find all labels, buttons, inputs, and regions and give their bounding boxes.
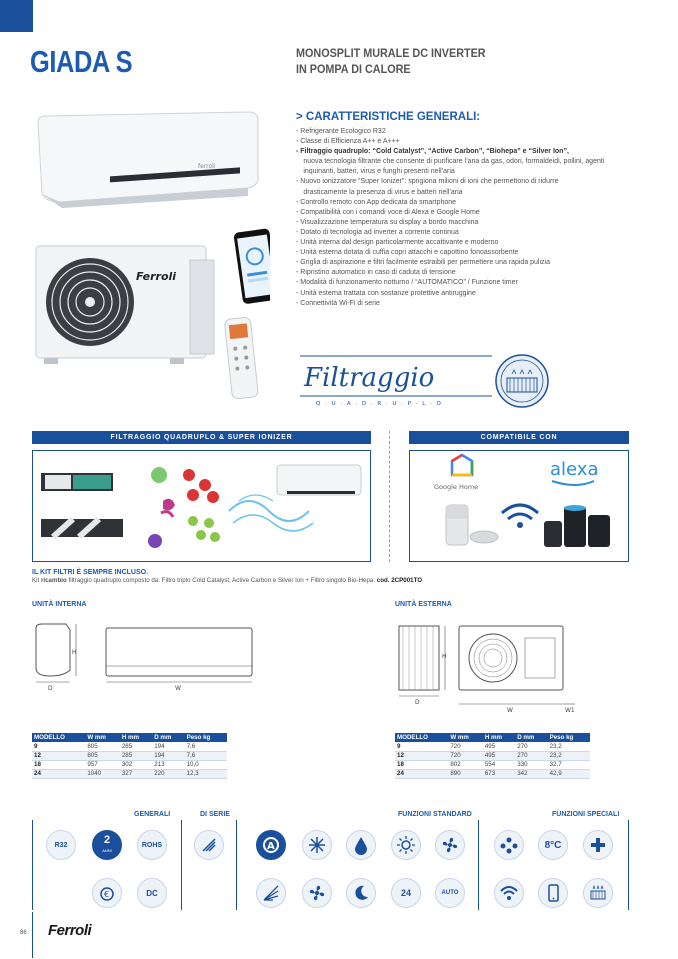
- icons-frame-right: [628, 820, 629, 910]
- table-cell: 805: [85, 742, 119, 751]
- table-row: [395, 742, 590, 751]
- table-cell: 220: [152, 769, 184, 778]
- table-row: [395, 751, 590, 760]
- column-header: D mm: [152, 733, 184, 742]
- warranty-icon: 2 ANNI: [92, 830, 122, 860]
- column-header: W mm: [448, 733, 482, 742]
- remote-control-image: [224, 317, 258, 399]
- section-divider: [389, 431, 390, 562]
- column-header: H mm: [483, 733, 515, 742]
- filter-kit-icon: [194, 830, 224, 860]
- icons-label-di-serie: DI SERIE: [200, 811, 230, 818]
- table-cell: 890: [448, 769, 482, 778]
- filter-panel: [32, 450, 371, 562]
- feature-item: - Unità esterna trattata con sostanze protettive antiruggine: [296, 287, 476, 297]
- icons-label-generali: GENERALI: [134, 811, 171, 818]
- quad-filter-icon: [583, 878, 613, 908]
- subtitle-line-1: MONOSPLIT MURALE DC INVERTER: [296, 46, 486, 60]
- kit-description: Kit ricambio filtraggio quadruplo composto da: Filtro triplo Cold Catalyst, Active Carbon e Silver Ion + Filtro singolo Bio-Hepa: cod. 2CP001TO: [32, 577, 423, 584]
- table-cell: 342: [515, 769, 547, 778]
- smartphone-app-icon: [538, 878, 568, 908]
- feature-item: - Unità esterna dotata di cuffia copri attacchi e capottino fonoassorbente: [296, 247, 519, 257]
- table-cell: 720: [448, 742, 482, 751]
- table-cell: 1040: [85, 769, 119, 778]
- outdoor-dimension-drawing: [395, 620, 635, 720]
- table-cell: 7,6: [185, 742, 227, 751]
- table-cell: 673: [483, 769, 515, 778]
- svg-text:W: W: [175, 685, 181, 692]
- internal-spec-table: [32, 733, 227, 779]
- feature-item: - Ripristino automatico in caso di caduta di tensione: [296, 267, 456, 277]
- fan-icon: [435, 830, 465, 860]
- table-cell: 213: [152, 760, 184, 769]
- dc-inverter-icon: DC: [137, 878, 167, 908]
- wifi-icon: [502, 505, 538, 528]
- svg-text:A: A: [267, 841, 275, 852]
- timer-icon: 24: [391, 878, 421, 908]
- feature-item: inquinanti, batteri, virus e funghi presenti nell’aria: [303, 166, 455, 176]
- table-row: [395, 769, 590, 778]
- table-cell: 42,9: [548, 769, 590, 778]
- kit-title: IL KIT FILTRI È SEMPRE INCLUSO.: [32, 569, 149, 576]
- feature-item: drasticamente la presenza di virus e batteri nell’aria: [303, 186, 463, 196]
- corner-tab: [0, 0, 33, 32]
- smartphone-image: [233, 228, 270, 304]
- feature-item: - Modalità di funzionamento notturno / “AUTOMATICO” / Funzione timer: [296, 277, 518, 287]
- filtraggio-logo: [296, 352, 554, 410]
- google-home-label: Google Home: [434, 483, 479, 491]
- table-cell: 554: [483, 760, 515, 769]
- footer-line: [32, 912, 33, 958]
- table-cell: 495: [483, 742, 515, 751]
- column-header: MODELLO: [395, 733, 448, 742]
- echo-speakers-image: [544, 505, 610, 547]
- column-header: Peso kg: [548, 733, 590, 742]
- page-number: 86: [20, 930, 27, 936]
- table-cell: 12: [395, 751, 448, 760]
- plus-icon: [583, 830, 613, 860]
- feature-item: - Classe di Efficienza A++ e A+++: [296, 136, 400, 146]
- feature-item: - Filtraggio quadruplo: “Cold Catalyst”, “Active Carbon”, “Biohepa” e “Silver Ion”,: [296, 146, 569, 156]
- product-illustration: [30, 110, 270, 400]
- indoor-unit-image: [38, 112, 258, 208]
- swing-icon: [256, 878, 286, 908]
- svg-text:H: H: [72, 649, 77, 656]
- table-row: [395, 760, 590, 769]
- table-cell: 194: [152, 751, 184, 760]
- dry-mode-icon: [346, 830, 376, 860]
- column-header: H mm: [120, 733, 152, 742]
- table-cell: 32,7: [548, 760, 590, 769]
- compat-panel: [409, 450, 629, 562]
- svg-text:D: D: [48, 685, 53, 692]
- table-row: [32, 751, 227, 760]
- svg-text:ferroli: ferroli: [198, 163, 216, 170]
- table-cell: 957: [85, 760, 119, 769]
- column-header: D mm: [515, 733, 547, 742]
- svg-text:W: W: [507, 707, 513, 714]
- filter-section-title: FILTRAGGIO QUADRUPLO & SUPER IONIZER: [32, 431, 371, 444]
- external-spec-table: [395, 733, 590, 779]
- table-cell: 330: [515, 760, 547, 769]
- table-cell: 805: [85, 751, 119, 760]
- fan-speed-icon: [302, 878, 332, 908]
- auto-restart-icon: AUTO: [435, 878, 465, 908]
- feature-item: - Refrigerante Ecologico R32: [296, 126, 386, 135]
- icons-label-standard: FUNZIONI STANDARD: [398, 811, 472, 818]
- subtitle-line-2: IN POMPA DI CALORE: [296, 62, 411, 76]
- table-cell: 495: [483, 751, 515, 760]
- table-cell: 720: [448, 751, 482, 760]
- table-cell: 270: [515, 751, 547, 760]
- table-cell: 23,2: [548, 742, 590, 751]
- table-cell: 327: [120, 769, 152, 778]
- svg-text:W1: W1: [565, 707, 575, 714]
- feature-item: - Compatibilità con i comandi voce di Alexa e Google Home: [296, 206, 480, 216]
- feature-item: - Unità interna dal design particolarmente accattivante e moderno: [296, 237, 499, 247]
- filter-illustration: [33, 451, 369, 560]
- feature-item: - Nuovo ionizzatore “Super Ionizer”: sprigiona milioni di ioni che permettono di ridurre: [296, 176, 559, 186]
- svg-text:Q · U · A · D · R · U · P · L: Q · U · A · D · R · U · P · L · O: [316, 401, 443, 407]
- compat-illustration: [410, 451, 627, 560]
- page-subtitle: [296, 45, 494, 77]
- wifi-function-icon: [494, 878, 524, 908]
- table-cell: 302: [120, 760, 152, 769]
- google-speakers-image: [446, 505, 498, 545]
- table-cell: 9: [395, 742, 448, 751]
- outdoor-unit-image: [36, 246, 214, 364]
- table-cell: 802: [448, 760, 482, 769]
- feature-item: - Griglia di aspirazione e filtri facilmente estraibili per permettere una rapida pulizia: [296, 257, 550, 267]
- feature-item: nuova tecnologia filtrante che consente di purificare l’aria da gas, odori, formaldeidi, pollini, agenti: [303, 156, 605, 166]
- column-header: Peso kg: [185, 733, 227, 742]
- icons-divider-2: [236, 820, 237, 910]
- auto-mode-icon: [256, 830, 286, 860]
- column-header: W mm: [85, 733, 119, 742]
- alexa-label: alexa: [550, 459, 599, 480]
- google-home-icon: [452, 455, 472, 475]
- temp-8c-icon: 8°C: [538, 830, 568, 860]
- cooling-icon: [302, 830, 332, 860]
- svg-text:H: H: [442, 653, 447, 660]
- internal-unit-label: UNITÀ INTERNA: [32, 601, 87, 608]
- table-cell: 23,2: [548, 751, 590, 760]
- table-cell: 18: [395, 760, 448, 769]
- footer-logo: Ferroli: [48, 922, 92, 939]
- table-row: [32, 760, 227, 769]
- table-header-row: [32, 733, 227, 742]
- icons-label-speciali: FUNZIONI SPECIALI: [552, 811, 620, 818]
- feature-item: - Visualizzazione temperatura su display a bordo macchina: [296, 216, 479, 226]
- heating-icon: [391, 830, 421, 860]
- features-list: [296, 126, 641, 308]
- column-header: MODELLO: [32, 733, 85, 742]
- table-cell: 285: [120, 751, 152, 760]
- table-cell: 24: [395, 769, 448, 778]
- icons-divider-1: [181, 820, 182, 910]
- feature-item: - Controllo remoto con App dedicata da smartphone: [296, 196, 457, 206]
- multi-speed-icon: [494, 830, 524, 860]
- rohs-icon: ROHS: [137, 830, 167, 860]
- table-row: [32, 769, 227, 778]
- table-header-row: [395, 733, 590, 742]
- energy-saving-icon: [92, 878, 122, 908]
- svg-text:Ferroli: Ferroli: [136, 270, 177, 283]
- table-cell: 7,6: [185, 751, 227, 760]
- feature-item: - Dotato di tecnologia ad inverter a corrente continua: [296, 226, 459, 236]
- features-heading: > CARATTERISTICHE GENERALI:: [296, 111, 481, 123]
- icons-divider-3: [478, 820, 479, 910]
- icons-frame-left: [32, 820, 33, 910]
- table-cell: 12: [32, 751, 85, 760]
- table-cell: 12,3: [185, 769, 227, 778]
- compat-section-title: COMPATIBILE CON: [409, 431, 629, 444]
- table-cell: 285: [120, 742, 152, 751]
- table-cell: 9: [32, 742, 85, 751]
- r32-icon: R32: [46, 830, 76, 860]
- table-cell: 18: [32, 760, 85, 769]
- table-cell: 10,0: [185, 760, 227, 769]
- svg-text:€: €: [104, 890, 110, 899]
- svg-text:D: D: [415, 699, 420, 706]
- night-mode-icon: [346, 878, 376, 908]
- table-cell: 270: [515, 742, 547, 751]
- indoor-dimension-drawing: [30, 620, 260, 692]
- page-title: GIADA S: [30, 44, 133, 79]
- feature-item: - Connettività Wi-Fi di serie: [296, 297, 380, 307]
- external-unit-label: UNITÀ ESTERNA: [395, 601, 452, 608]
- svg-text:Filtraggio: Filtraggio: [304, 363, 435, 393]
- table-cell: 24: [32, 769, 85, 778]
- table-cell: 194: [152, 742, 184, 751]
- table-row: [32, 742, 227, 751]
